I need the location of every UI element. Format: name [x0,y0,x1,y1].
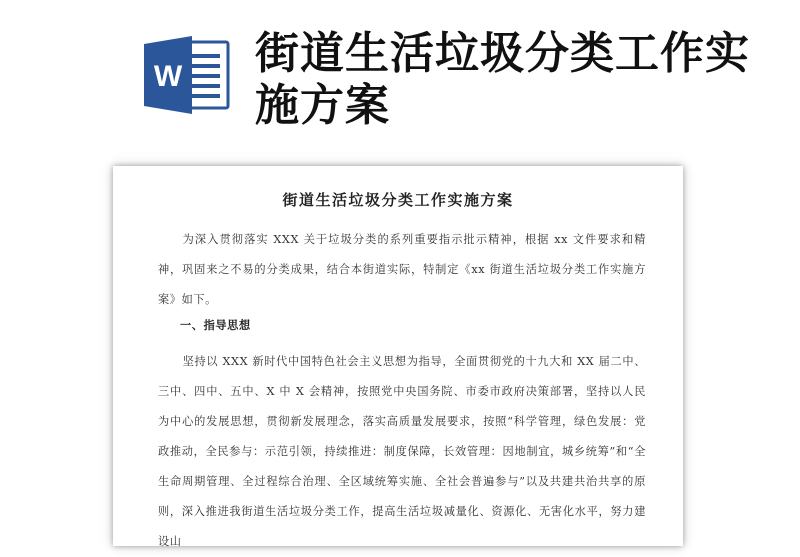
word-logo-icon [142,34,232,116]
document-page [113,166,683,546]
intro-paragraph: 为深入贯彻落实 XXX 关于垃圾分类的系列重要指示批示精神，根据 xx 文件要求和精神，巩固来之不易的分类成果，结合本街道实际，特制定《xx 街道生活垃圾分类工作实施方案》如下。 [158,233,646,306]
banner [0,0,800,150]
section-1-title: 一、指导思想 [180,318,251,332]
section-1-paragraph: 坚持以 XXX 新时代中国特色社会主义思想为指导，全面贯彻党的十九大和 XX 届二中、三中、四中、五中、X 中 X 会精神，按照党中央国务院、市委市政府决策部署，坚持以人民为中心的发展思想，贯彻新发展理念，落实高质量发展要求，按照“科学管理，绿色发展：党政推动，全民参与：示范引领，持续推进：制度保障，长效管理：因地制宜，城乡统筹”和“全生命周期管理、全过程综合治理、全区域统筹实施、全社会普遍参与”以及共建共治共享的原则，深入推进我街道生活垃圾分类工作，提高生活垃圾减量化、资源化、无害化水平，努力建设山 [158,355,646,548]
banner-title: 街道生活垃圾分类工作实施方案 [255,28,750,131]
logo-letter: W [153,60,183,93]
document-heading: 街道生活垃圾分类工作实施方案 [282,191,514,209]
